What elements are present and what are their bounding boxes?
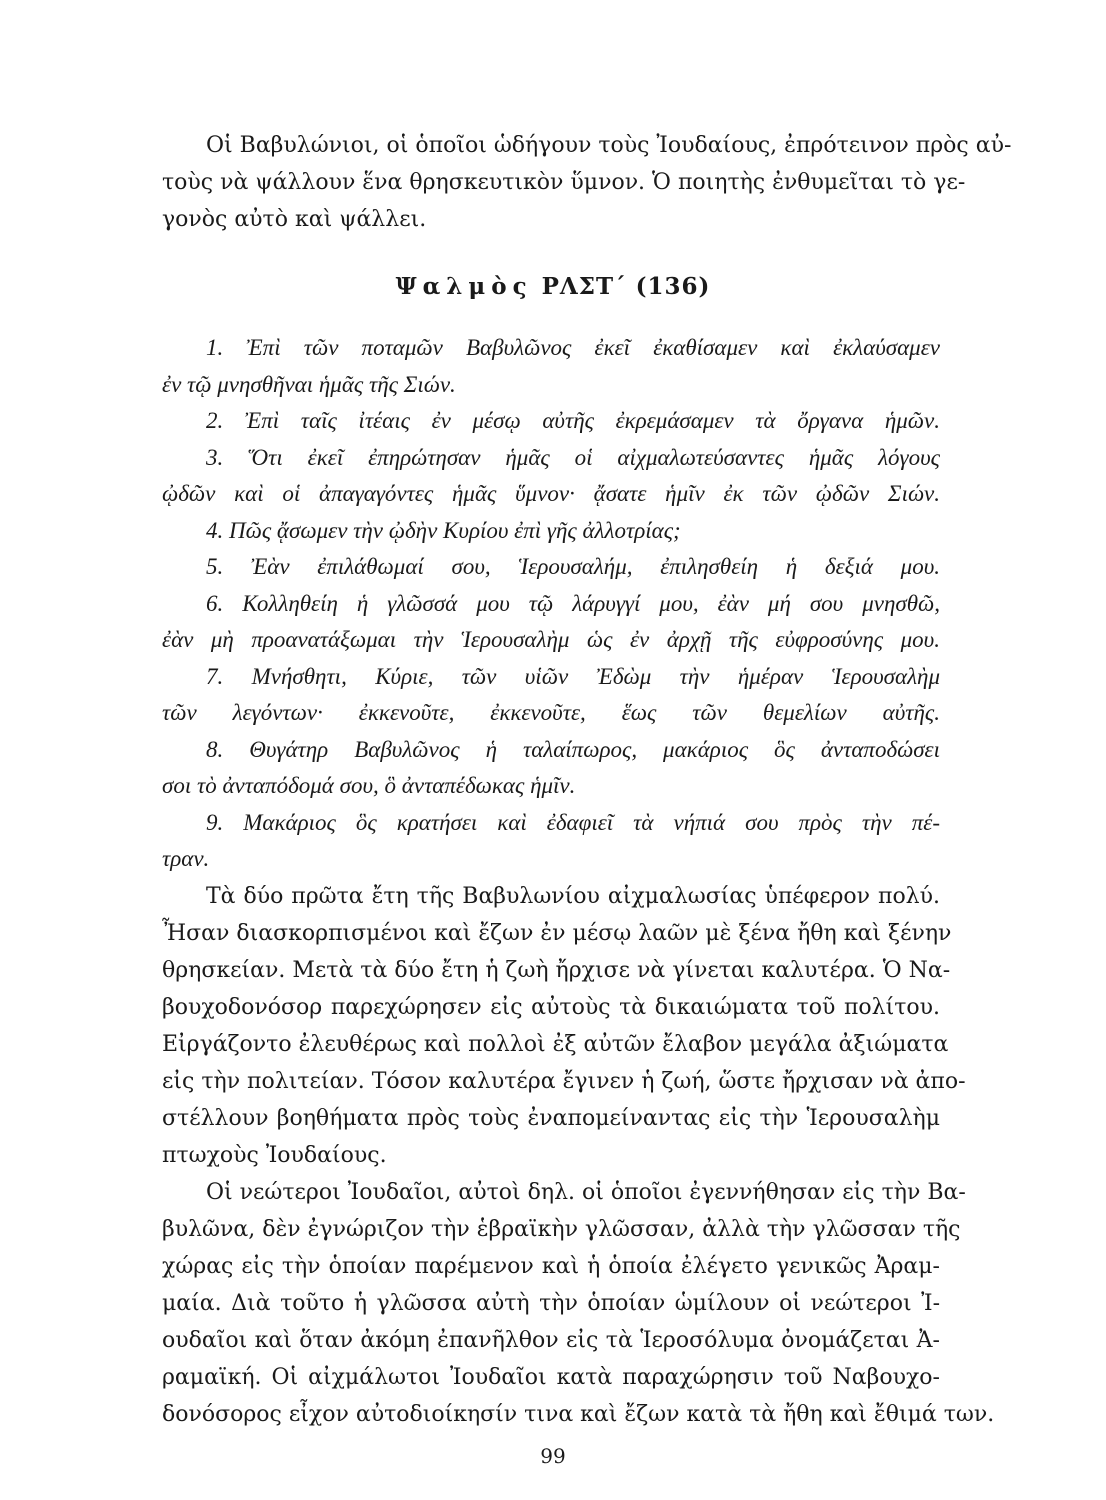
psalm-line-13: σοι τὸ ἀνταπόδομά σου, ὃ ἀνταπέδωκας ἡμῖν. [162, 773, 576, 798]
psalm-title-number: ΡΛΣΤ΄ (136) [541, 273, 711, 300]
psalm-line-14: 9. Μακάριος ὃς κρατήσει καὶ ἐδαφιεῖ τὰ νήπιά σου πρὸς τὴν πέ- [206, 810, 940, 835]
paragraph1-line-4: βουχοδονόσορ παρεχώρησεν εἰς αὐτοὺς τὰ δικαιώματα τοῦ πολίτου. [162, 995, 940, 1020]
paragraph2-line-5: ουδαῖοι καὶ ὅταν ἀκόμη ἐπανῆλθον εἰς τὰ Ἱεροσόλυμα ὀνομάζεται Ἀ- [162, 1328, 940, 1353]
psalm-line-15: τραν. [162, 846, 210, 871]
paragraph1-line-1: Τὰ δύο πρῶτα ἔτη τῆς Βαβυλωνίου αἰχμαλωσίας ὑπέφερον πολύ. [206, 884, 940, 909]
paragraph2-line-3: χώρας εἰς τὴν ὁποίαν παρέμενον καὶ ἡ ὁποία ἐλέγετο γενικῶς Ἀραμ- [162, 1254, 940, 1279]
paragraph1-line-2: Ἦσαν διασκορπισμένοι καὶ ἔζων ἐν μέσῳ λαῶν μὲ ξένα ἤθη καὶ ξένην [162, 921, 952, 946]
psalm-line-4: 3. Ὅτι ἐκεῖ ἐπηρώτησαν ἡμᾶς οἱ αἰχμαλωτεύσαντες ἡμᾶς λόγους [206, 445, 940, 470]
intro-line-2: τοὺς νὰ ψάλλουν ἕνα θρησκευτικὸν ὕμνον. Ὁ ποιητὴς ἐνθυμεῖται τὸ γε- [162, 170, 966, 195]
paragraph2-line-7: δονόσορος εἶχον αὐτοδιοίκησίν τινα καὶ ἔζων κατὰ τὰ ἤθη καὶ ἔθιμά των. [162, 1402, 995, 1427]
page-number: 99 [540, 1444, 566, 1468]
psalm-line-9: ἐὰν μὴ προανατάξωμαι τὴν Ἱερουσαλὴμ ὡς ἐν ἀρχῇ τῆς εὐφροσύνης μου. [162, 627, 940, 652]
paragraph1-line-7: στέλλουν βοηθήματα πρὸς τοὺς ἐναπομείναντας εἰς τὴν Ἱερουσαλὴμ [162, 1106, 940, 1131]
paragraph1-line-8: πτωχοὺς Ἰουδαίους. [162, 1143, 387, 1168]
psalm-line-7: 5. Ἐὰν ἐπιλάθωμαί σου, Ἱερουσαλήμ, ἐπιλησθείη ἡ δεξιά μου. [206, 554, 940, 579]
paragraph2-line-1: Οἱ νεώτεροι Ἰουδαῖοι, αὐτοὶ δηλ. οἱ ὁποῖοι ἐγεννήθησαν εἰς τὴν Βα- [206, 1180, 966, 1205]
psalm-line-11: τῶν λεγόντων· ἐκκενοῦτε, ἐκκενοῦτε, ἕως τῶν θεμελίων αὐτῆς. [162, 700, 940, 725]
psalm-line-1: 1. Ἐπὶ τῶν ποταμῶν Βαβυλῶνος ἐκεῖ ἐκαθίσαμεν καὶ ἐκλαύσαμεν [206, 335, 940, 360]
paragraph2-line-6: ραμαϊκή. Οἱ αἰχμάλωτοι Ἰουδαῖοι κατὰ παραχώρησιν τοῦ Ναβουχο- [162, 1365, 940, 1390]
paragraph1-line-6: εἰς τὴν πολιτείαν. Τόσον καλυτέρα ἔγινεν ἡ ζωή, ὥστε ἤρχισαν νὰ ἀπο- [162, 1069, 966, 1094]
intro-line-1: Οἱ Βαβυλώνιοι, οἱ ὁποῖοι ὡδήγουν τοὺς Ἰουδαίους, ἐπρότεινον πρὸς αὐ- [206, 133, 1012, 158]
paragraph2-line-4: μαία. Διὰ τοῦτο ἡ γλῶσσα αὐτὴ τὴν ὁποίαν ὡμίλουν οἱ νεώτεροι Ἰ- [162, 1291, 940, 1316]
psalm-title [0, 272, 1106, 302]
intro-line-3: γονὸς αὐτὸ καὶ ψάλλει. [162, 207, 427, 232]
psalm-line-5: ᾠδῶν καὶ οἱ ἀπαγαγόντες ἡμᾶς ὕμνον· ᾄσατε ἡμῖν ἐκ τῶν ᾠδῶν Σιών. [162, 481, 940, 506]
psalm-line-10: 7. Μνήσθητι, Κύριε, τῶν υἱῶν Ἐδὼμ τὴν ἡμέραν Ἱερουσαλὴμ [206, 664, 940, 689]
psalm-line-12: 8. Θυγάτηρ Βαβυλῶνος ἡ ταλαίπωρος, μακάριος ὃς ἀνταποδώσει [206, 737, 940, 762]
psalm-line-6: 4. Πῶς ᾄσωμεν τὴν ᾠδὴν Κυρίου ἐπὶ γῆς ἀλλοτρίας; [206, 518, 681, 543]
paragraph1-line-3: θρησκείαν. Μετὰ τὰ δύο ἔτη ἡ ζωὴ ἤρχισε νὰ γίνεται καλυτέρα. Ὁ Να- [162, 958, 951, 983]
psalm-line-8: 6. Κολληθείη ἡ γλῶσσά μου τῷ λάρυγγί μου, ἐὰν μή σου μνησθῶ, [206, 591, 940, 616]
psalm-line-2: ἐν τῷ μνησθῆναι ἡμᾶς τῆς Σιών. [162, 372, 456, 397]
psalm-title-word: Ψαλμὸς [395, 273, 533, 300]
psalm-line-3: 2. Ἐπὶ ταῖς ἰτέαις ἐν μέσῳ αὐτῆς ἐκρεμάσαμεν τὰ ὄργανα ἡμῶν. [206, 408, 940, 433]
paragraph2-line-2: βυλῶνα, δὲν ἐγνώριζον τὴν ἑβραϊκὴν γλῶσσαν, ἀλλὰ τὴν γλῶσσαν τῆς [162, 1217, 961, 1242]
paragraph1-line-5: Εἰργάζοντο ἐλευθέρως καὶ πολλοὶ ἐξ αὐτῶν ἔλαβον μεγάλα ἀξιώματα [162, 1032, 949, 1057]
